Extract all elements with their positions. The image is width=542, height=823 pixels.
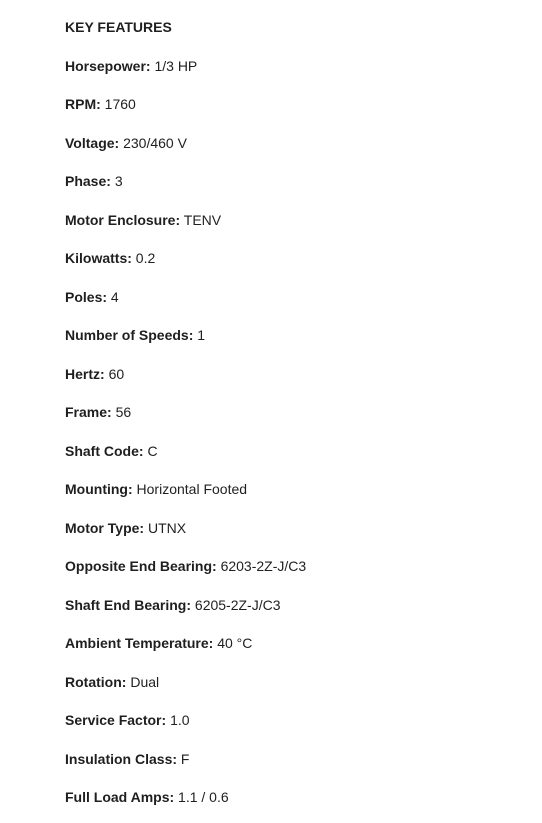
spec-value: 4 [110, 288, 119, 305]
spec-label: Insulation Class: [65, 750, 178, 767]
spec-row-motor-type [65, 519, 186, 537]
spec-value: 1 [197, 327, 206, 343]
spec-label: RPM: [65, 96, 101, 112]
spec-label: Service Factor: [65, 712, 167, 728]
spec-row-hertz [65, 365, 124, 383]
spec-row-poles [65, 288, 119, 306]
spec-label: Mounting: [65, 481, 133, 497]
spec-value: 6205-2Z-J/C3 [194, 596, 281, 613]
spec-label: Horsepower: [65, 57, 151, 74]
section-title: KEY FEATURES [65, 19, 172, 35]
spec-value: 1.0 [170, 712, 190, 728]
spec-label: Shaft End Bearing: [65, 596, 192, 613]
spec-row-shaft-end-bearing [65, 596, 281, 614]
spec-label: Phase: [65, 173, 111, 189]
spec-value: Horizontal Footed [136, 481, 248, 497]
spec-row-frame [65, 403, 131, 421]
spec-label: Voltage: [65, 134, 120, 151]
spec-row-ambient-temperature [65, 634, 252, 652]
spec-row-phase [65, 172, 123, 190]
spec-label: Motor Enclosure: [65, 211, 181, 228]
spec-value: 6203-2Z-J/C3 [220, 558, 307, 574]
spec-label: Full Load Amps: [65, 789, 175, 805]
spec-label: Rotation: [65, 673, 127, 690]
spec-value: 0.2 [135, 250, 156, 266]
spec-row-insulation-class [65, 750, 189, 768]
spec-row-opposite-end-bearing [65, 557, 306, 575]
spec-label: Shaft Code: [65, 442, 144, 459]
spec-label: Motor Type: [65, 519, 145, 536]
spec-value: 40 °C [217, 635, 253, 651]
spec-row-number-of-speeds [65, 326, 205, 344]
spec-value: 1/3 HP [154, 57, 198, 74]
spec-value: F [180, 750, 190, 767]
spec-row-service-factor [65, 711, 190, 729]
spec-value: TENV [183, 211, 222, 228]
spec-row-full-load-amps [65, 788, 229, 806]
spec-row-voltage [65, 134, 187, 152]
spec-value: Dual [130, 673, 160, 690]
spec-row-motor-enclosure [65, 211, 221, 229]
spec-value: 56 [115, 404, 132, 420]
spec-row-rotation [65, 673, 159, 691]
spec-label: Opposite End Bearing: [65, 558, 217, 574]
spec-label: Ambient Temperature: [65, 635, 214, 651]
spec-value: 1760 [104, 96, 136, 112]
spec-value: UTNX [147, 519, 187, 536]
spec-label: Number of Speeds: [65, 327, 194, 343]
spec-label: Hertz: [65, 365, 105, 382]
spec-value: C [147, 442, 158, 459]
spec-label: Poles: [65, 288, 108, 305]
spec-label: Frame: [65, 404, 112, 420]
spec-value: 1.1 / 0.6 [178, 789, 229, 805]
spec-value: 60 [108, 365, 125, 382]
spec-row-horsepower [65, 57, 197, 75]
spec-value: 3 [114, 173, 123, 189]
spec-value: 230/460 V [123, 134, 187, 151]
spec-row-kilowatts [65, 249, 155, 267]
spec-row-shaft-code [65, 442, 158, 460]
spec-row-rpm [65, 95, 136, 113]
spec-label: Kilowatts: [65, 250, 132, 266]
spec-row-mounting [65, 480, 247, 498]
